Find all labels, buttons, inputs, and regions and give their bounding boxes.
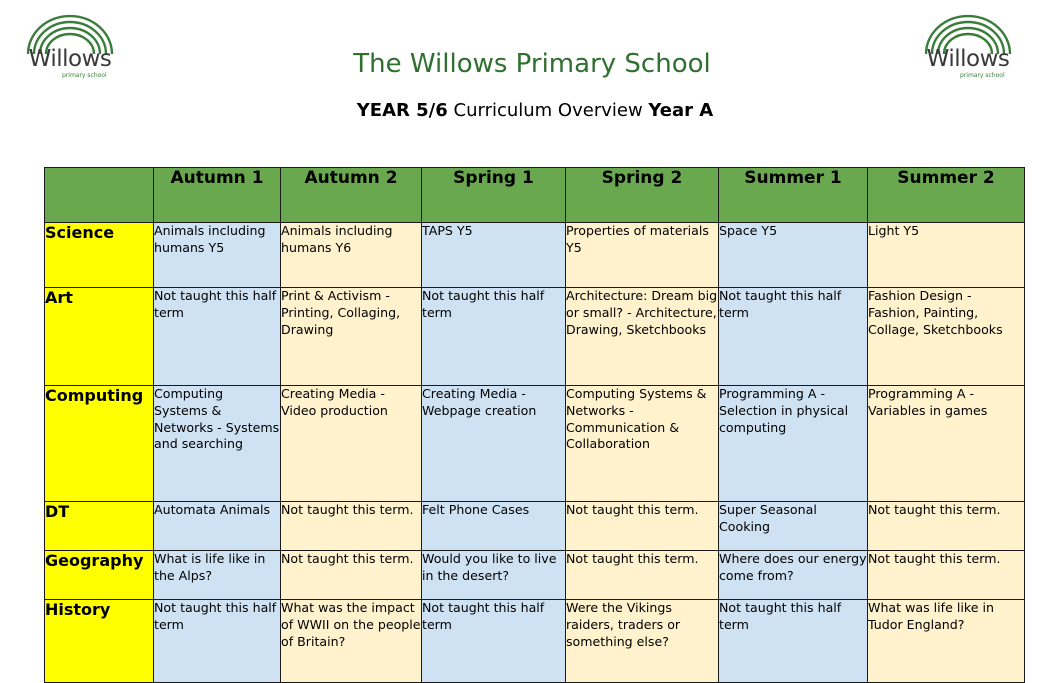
table-cell: Computing Systems & Networks - Systems and searching — [154, 386, 281, 502]
subtitle-cycle: Year A — [648, 100, 714, 121]
table-cell: Space Y5 — [719, 223, 868, 288]
table-row — [45, 288, 1025, 386]
column-header: Autumn 2 — [281, 168, 422, 223]
column-header: Autumn 1 — [154, 168, 281, 223]
table-cell: Creating Media - Video production — [281, 386, 422, 502]
table-cell: Not taught this half term — [154, 600, 281, 683]
subject-label: Art — [45, 288, 154, 386]
table-cell: Animals including humans Y5 — [154, 223, 281, 288]
table-cell: Creating Media - Webpage creation — [422, 386, 566, 502]
table-cell: Not taught this half term — [422, 288, 566, 386]
subject-label: DT — [45, 502, 154, 551]
column-header: Summer 1 — [719, 168, 868, 223]
table-cell: Programming A - Variables in games — [868, 386, 1025, 502]
table-row — [45, 223, 1025, 288]
table-cell: Were the Vikings raiders, traders or something else? — [566, 600, 719, 683]
table-cell: Animals including humans Y6 — [281, 223, 422, 288]
table-cell: Not taught this term. — [281, 551, 422, 600]
table-cell: Not taught this term. — [566, 502, 719, 551]
table-cell: Not taught this term. — [566, 551, 719, 600]
table-row — [45, 502, 1025, 551]
logo-subtitle: primary school — [62, 72, 107, 79]
table-cell: Not taught this half term — [422, 600, 566, 683]
table-row — [45, 600, 1025, 683]
subtitle-year: YEAR 5/6 — [356, 100, 448, 121]
table-cell: Not taught this term. — [281, 502, 422, 551]
page-subtitle — [0, 98, 1054, 124]
table-cell: Would you like to live in the desert? — [422, 551, 566, 600]
table-cell: Automata Animals — [154, 502, 281, 551]
table-cell: Super Seasonal Cooking — [719, 502, 868, 551]
logo-subtitle: primary school — [960, 72, 1005, 79]
table-cell: Felt Phone Cases — [422, 502, 566, 551]
table-row — [45, 386, 1025, 502]
logo-wordmark: Willows — [926, 46, 1010, 72]
table-cell: Computing Systems & Networks - Communication & Collaboration — [566, 386, 719, 502]
subtitle-mid: Curriculum Overview — [447, 100, 649, 121]
table-cell: Not taught this half term — [719, 600, 868, 683]
table-cell: Properties of materials Y5 — [566, 223, 719, 288]
table-cell: Not taught this half term — [719, 288, 868, 386]
logo-wordmark: Willows — [28, 46, 112, 72]
table-cell: What was life like in Tudor England? — [868, 600, 1025, 683]
column-header: Spring 2 — [566, 168, 719, 223]
column-header: Summer 2 — [868, 168, 1025, 223]
table-cell: Not taught this term. — [868, 551, 1025, 600]
table-header-row — [45, 168, 1025, 223]
table-cell: Fashion Design - Fashion, Painting, Collage, Sketchbooks — [868, 288, 1025, 386]
subject-label: History — [45, 600, 154, 683]
table-row — [45, 551, 1025, 600]
table-cell: Print & Activism - Printing, Collaging, Drawing — [281, 288, 422, 386]
table-cell: What is life like in the Alps? — [154, 551, 281, 600]
table-cell: Not taught this half term — [154, 288, 281, 386]
table-cell: Not taught this term. — [868, 502, 1025, 551]
school-title: The Willows Primary School — [353, 49, 711, 79]
table-cell: Architecture: Dream big or small? - Architecture, Drawing, Sketchbooks — [566, 288, 719, 386]
subject-label: Science — [45, 223, 154, 288]
subject-label: Geography — [45, 551, 154, 600]
table-cell: Where does our energy come from? — [719, 551, 868, 600]
column-header: Spring 1 — [422, 168, 566, 223]
table-cell: Light Y5 — [868, 223, 1025, 288]
table-cell: What was the impact of WWII on the people of Britain? — [281, 600, 422, 683]
subject-label: Computing — [45, 386, 154, 502]
curriculum-table — [44, 167, 1025, 683]
table-cell: TAPS Y5 — [422, 223, 566, 288]
table-cell: Programming A - Selection in physical computing — [719, 386, 868, 502]
header-corner — [45, 168, 154, 223]
